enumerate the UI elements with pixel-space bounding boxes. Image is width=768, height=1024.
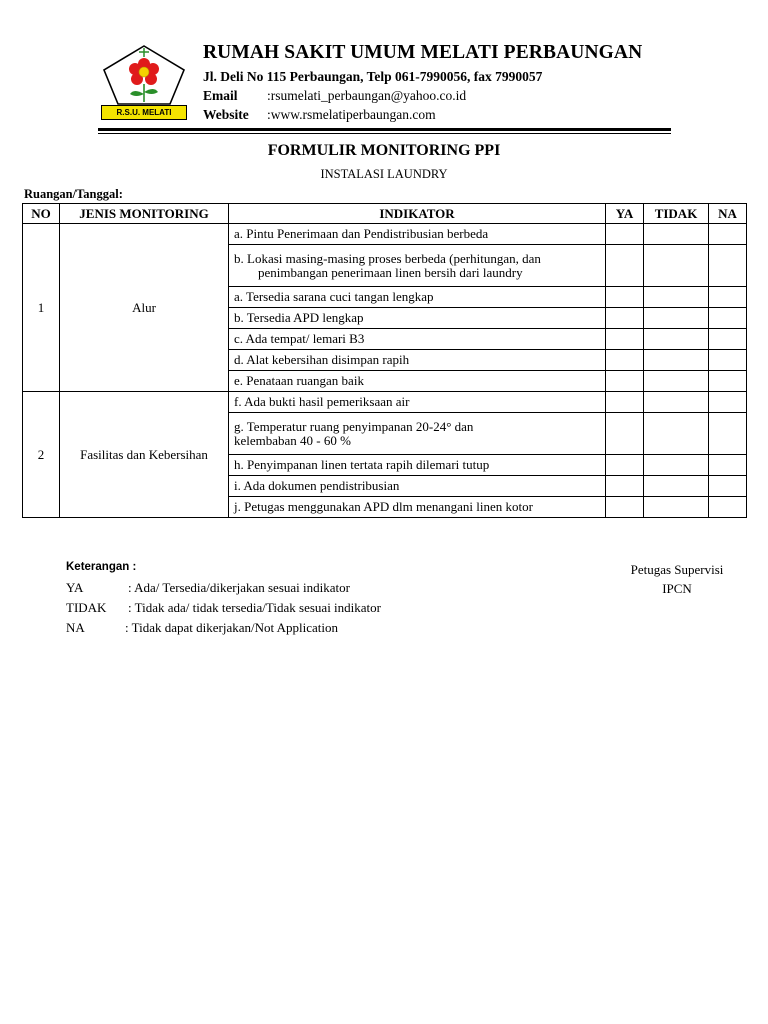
note-key: TIDAK [66, 600, 107, 615]
na-checkbox-cell[interactable] [709, 224, 747, 245]
na-checkbox-cell[interactable] [709, 413, 747, 455]
ya-checkbox-cell[interactable] [606, 413, 644, 455]
indicator-text: h. Penyimpanan linen tertata rapih dilemari tutup [229, 455, 606, 476]
indicator-text: d. Alat kebersihan disimpan rapih [229, 350, 606, 371]
monitoring-type: Fasilitas dan Kebersihan [60, 392, 229, 518]
tidak-checkbox-cell[interactable] [644, 497, 709, 518]
monitoring-type: Alur [60, 224, 229, 392]
website-row [203, 107, 436, 123]
indicator-text: a. Pintu Penerimaan dan Pendistribusian berbeda [229, 224, 606, 245]
ya-checkbox-cell[interactable] [606, 329, 644, 350]
tidak-checkbox-cell[interactable] [644, 287, 709, 308]
email-value: :rsumelati_perbaungan@yahoo.co.id [267, 88, 467, 103]
form-subtitle: INSTALASI LAUNDRY [320, 167, 448, 181]
na-checkbox-cell[interactable] [709, 329, 747, 350]
table-header-row [23, 204, 747, 224]
email-label: Email [203, 88, 238, 103]
tidak-checkbox-cell[interactable] [644, 308, 709, 329]
indicator-text: c. Ada tempat/ lemari B3 [229, 329, 606, 350]
indicator-text: f. Ada bukti hasil pemeriksaan air [229, 392, 606, 413]
col-header-indikator: INDIKATOR [229, 204, 606, 224]
col-header-no: NO [23, 204, 60, 224]
row-number: 1 [23, 224, 60, 392]
col-header-jenis: JENIS MONITORING [60, 204, 229, 224]
note-key: YA [66, 580, 84, 595]
table-row [23, 224, 747, 245]
indicator-text: b. Lokasi masing-masing proses berbeda (perhitungan, dan penimbangan penerimaan linen bersih dari laundry [229, 245, 606, 287]
tidak-checkbox-cell[interactable] [644, 392, 709, 413]
website-label: Website [203, 107, 249, 122]
na-checkbox-cell[interactable] [709, 392, 747, 413]
monitoring-table [22, 203, 747, 518]
room-date-label: Ruangan/Tanggal: [24, 187, 123, 201]
note-description: : Ada/ Tersedia/dikerjakan sesuai indikator [128, 580, 350, 595]
indicator-text: b. Tersedia APD lengkap [229, 308, 606, 329]
website-value: :www.rsmelatiperbaungan.com [267, 107, 436, 122]
email-row [203, 88, 466, 104]
form-title: FORMULIR MONITORING PPI [267, 142, 501, 159]
ya-checkbox-cell[interactable] [606, 371, 644, 392]
na-checkbox-cell[interactable] [709, 476, 747, 497]
ya-checkbox-cell[interactable] [606, 308, 644, 329]
hospital-address: Jl. Deli No 115 Perbaungan, Telp 061-7990056, fax 7990057 [203, 69, 543, 84]
tidak-checkbox-cell[interactable] [644, 245, 709, 287]
note-key: NA [66, 620, 85, 635]
ya-checkbox-cell[interactable] [606, 392, 644, 413]
col-header-na: NA [709, 204, 747, 224]
indicator-text: i. Ada dokumen pendistribusian [229, 476, 606, 497]
na-checkbox-cell[interactable] [709, 308, 747, 329]
na-checkbox-cell[interactable] [709, 371, 747, 392]
tidak-checkbox-cell[interactable] [644, 455, 709, 476]
tidak-checkbox-cell[interactable] [644, 371, 709, 392]
indicator-text: j. Petugas menggunakan APD dlm menangani linen kotor [229, 497, 606, 518]
table-row [23, 392, 747, 413]
ya-checkbox-cell[interactable] [606, 245, 644, 287]
tidak-checkbox-cell[interactable] [644, 350, 709, 371]
logo-caption [101, 105, 187, 120]
notes-heading: Keterangan : [66, 561, 137, 573]
row-number: 2 [23, 392, 60, 518]
tidak-checkbox-cell[interactable] [644, 224, 709, 245]
note-description: : Tidak dapat dikerjakan/Not Application [125, 620, 339, 635]
header-divider-thick [98, 128, 671, 131]
ya-checkbox-cell[interactable] [606, 476, 644, 497]
hospital-logo [98, 42, 190, 122]
indicator-text: g. Temperatur ruang penyimpanan 20-24° dan kelembaban 40 - 60 % [229, 413, 606, 455]
tidak-checkbox-cell[interactable] [644, 413, 709, 455]
na-checkbox-cell[interactable] [709, 497, 747, 518]
ya-checkbox-cell[interactable] [606, 455, 644, 476]
na-checkbox-cell[interactable] [709, 455, 747, 476]
signature-title: Petugas Supervisi [630, 562, 724, 577]
header-divider-thin [98, 133, 671, 134]
note-description: : Tidak ada/ tidak tersedia/Tidak sesuai indikator [128, 600, 381, 615]
na-checkbox-cell[interactable] [709, 287, 747, 308]
ya-checkbox-cell[interactable] [606, 224, 644, 245]
tidak-checkbox-cell[interactable] [644, 329, 709, 350]
hospital-name: RUMAH SAKIT UMUM MELATI PERBAUNGAN [203, 42, 643, 63]
tidak-checkbox-cell[interactable] [644, 476, 709, 497]
ya-checkbox-cell[interactable] [606, 497, 644, 518]
na-checkbox-cell[interactable] [709, 350, 747, 371]
ya-checkbox-cell[interactable] [606, 350, 644, 371]
na-checkbox-cell[interactable] [709, 245, 747, 287]
col-header-ya: YA [606, 204, 644, 224]
ya-checkbox-cell[interactable] [606, 287, 644, 308]
indicator-text: a. Tersedia sarana cuci tangan lengkap [229, 287, 606, 308]
col-header-tidak: TIDAK [644, 204, 709, 224]
indicator-text: e. Penataan ruangan baik [229, 371, 606, 392]
signature-role: IPCN [662, 581, 692, 596]
logo-caption-text: R.S.U. MELATI [116, 108, 172, 117]
